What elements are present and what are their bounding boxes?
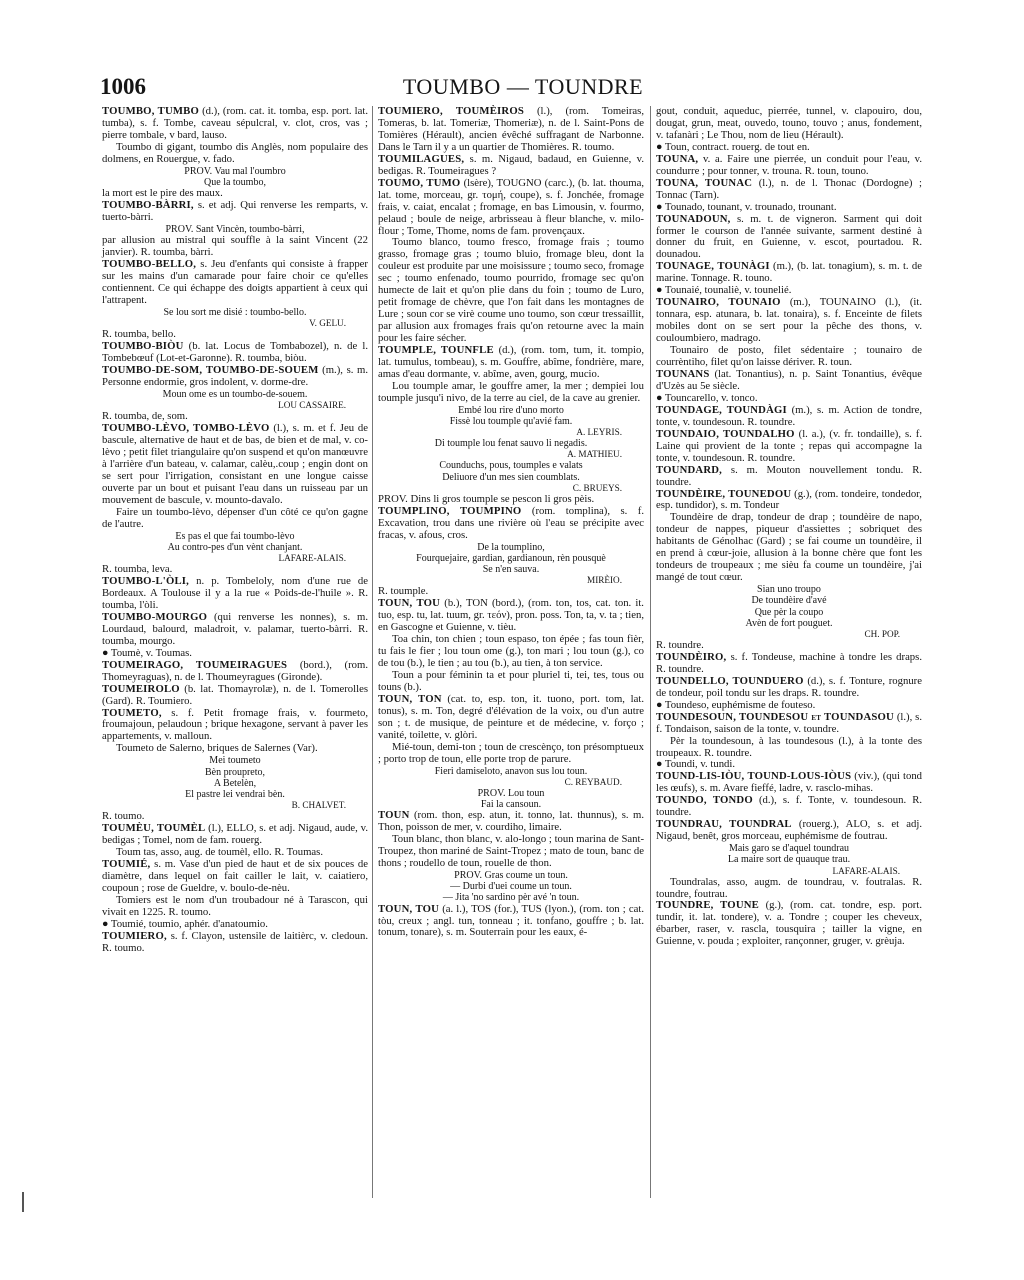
dictionary-entry <box>656 465 922 489</box>
entry-headword: TOUMO, TUMO <box>378 176 461 189</box>
verse-quote: Mais garo se d'aquel toundrau La maire sort de quauque trau. <box>727 843 851 866</box>
verse-quote: PROV. Vau mal l'oumbro Que la toumbo, <box>184 165 286 188</box>
entry-definition: s. m. Vase d'un pied de haut et de six pouces de diamètre, dans lequel on fait cailler le lait, v. caiatiero, coupoun ; rose de Gueldre, v. boulo-de-nèu. <box>102 857 368 894</box>
dictionary-entry <box>656 652 922 676</box>
entry-headword: TOUND-LIS-IÒU, TOUND-LOUS-IÒUS <box>656 770 852 783</box>
text-line: ● Tounado, tounant, v. trounado, trounant. <box>656 200 837 213</box>
example-paragraph: Tomiers est le nom d'un troubadour né à Tarascon, qui vivait en 1225. R. toumo. <box>102 893 368 918</box>
column-left <box>102 106 368 955</box>
quote-attribution: C. REYBAUD. <box>564 776 622 787</box>
example-paragraph: Toumeto de Salerno, briques de Salernes (Var). <box>116 742 318 755</box>
text-line: R. toumo. <box>102 810 145 823</box>
example-paragraph: Tounairo de posto, filet sédentaire ; tounairo de courrèntiho, filet qu'on laisse dériver. R. toun. <box>656 344 922 369</box>
entry-definition: s. m. Mouton nouvellement tondu. R. toundre. <box>656 463 922 488</box>
entry-headword: TOUNAGE, TOUNÀGI <box>656 260 770 273</box>
quote-attribution: CH. POP. <box>864 628 900 639</box>
entry-definition: (m.), TOUNAINO (l.), (it. tonnara, esp. atunara, b. lat. tonaira), s. f. Enceinte de filets mobiles dont on se sert pour la pêche des thons, v. couloumbiero, madrago. <box>656 296 922 345</box>
dictionary-entry <box>378 154 644 178</box>
text-line: par allusion au mistral qui souffle à la saint Vincent (22 janvier). R. toumba, bàrri. <box>102 234 368 259</box>
example-paragraph: Toa chin, ton chien ; toun espaso, ton épée ; fas toun fièr, tu fais le fier ; lou toun ome (g.), ton mari ; lou toun (g.), co de tou (b.), le tien ; au tou (b.), au tien, à ton service. <box>378 633 644 669</box>
dictionary-entry <box>102 708 368 744</box>
dictionary-entry <box>378 345 644 381</box>
entry-definition: v. a. Faire une pierrée, un conduit pour l'eau, v. coundurre ; pour tonner, v. trouna. R. toun, touno. <box>656 152 922 177</box>
dictionary-entry <box>102 660 368 684</box>
entry-headword: TOUN, TOU <box>378 902 440 915</box>
entry-definition: (m.), s. m. Action de tondre, tonte, v. toundesoun. R. toundre. <box>656 403 923 428</box>
dictionary-entry <box>102 365 368 389</box>
entry-headword: TOUN, TON <box>378 692 442 705</box>
dictionary-entry <box>102 200 368 224</box>
entry-definition: (l.), s. m. et f. Jeu de bascule, alternative de haut et de bas, de bien et de mal, v. co-lèvo ; petit filet triangulaire qu'on suspend et qu'on manœuvre à l'arrière d'un bateau, v. calamar, calèu,.coup ; engin dont on se sert pour l'irrigation, consistant en une longue caisse ouverte par un bout et puisant l'eau dans un ruisseau par un mouvement de bascule, v. mounto-davalo. <box>102 422 368 506</box>
verse-quote: Se lou sort me disié : toumbo-bello. <box>163 306 307 318</box>
example-paragraph: Lou toumple amar, le gouffre amer, la mer ; dempiei lou toumple jusqu'i nivo, de la terre au ciel, de la cave au grenier. <box>378 379 644 404</box>
entry-headword: TOUNDRAU, TOUNDRAL <box>656 818 792 831</box>
entry-definition: (d.), s. f. Tonte, v. toundesoun. R. toundre. <box>656 794 922 819</box>
dictionary-entry <box>102 823 368 847</box>
entry-definition: (d.), (rom. tom, tum, it. tompio, lat. tumulus, tombeau), s. m. Gouffre, abîme, fondrière, mare, amas d'eau dormante, v. abîme, aven, gourg, mucio. <box>378 344 644 380</box>
dictionary-entry <box>656 154 922 178</box>
dictionary-entry <box>378 178 644 238</box>
verse-quote: Es pas el que fai toumbo-lèvo Au contro-pes d'un vènt chanjant. <box>167 530 303 553</box>
text-line: ● Tounaié, tounaliè, v. tounelié. <box>656 284 792 297</box>
entry-headword: TOUNAIRO, TOUNAIO <box>656 296 781 309</box>
entry-definition: (qui renverse les nonnes), s. m. Lourdaud, balourd, maladroit, v. palamar, tuerto-bàrri. R. toumba, mourgo. <box>102 610 368 647</box>
entry-headword: TOUNDÈIRE, TOUNEDOU <box>656 487 792 500</box>
entry-definition: (l.), (rom. Tomeiras, Tomeras, b. lat. Tomeriæ, Thomeriæ), n. de l. Saint-Pons de Tomières (Hérault), ancien évêché suffragant de Narbonne. Dans le Tarn il y a un quartier de Thomières. R. toumo. <box>378 105 644 153</box>
entry-headword: TOUNDO, TONDO <box>656 794 753 807</box>
text-line: gout, conduit, aqueduc, pierrée, tunnel, v. clapouiro, dou, dougat, grun, meat, ouvedo, touno, touvo ; anus, fondement, v. tafanàri ; Le Thou, nom de lieu (Hérault). <box>656 105 922 141</box>
text-line: R. toundre. <box>656 638 704 651</box>
entry-definition: (b. lat. Thomayrolæ), n. de l. Tomerolles (Gard). R. Toumiero. <box>102 682 368 707</box>
dictionary-entry <box>378 506 644 542</box>
entry-headword: TOUNA, TOUNAC <box>656 176 753 189</box>
entry-definition: (m.), (b. lat. tonagium), s. m. t. de marine. Tonnage. R. touno. <box>656 260 922 285</box>
dictionary-entry <box>102 931 368 955</box>
entry-definition: s. m. t. de vigneron. Sarment qui doit former le courson de l'année suivante, sarment destiné à donner du fruit, en Guienne, v. escot, pourtadou. R. dounadou. <box>656 212 922 261</box>
entry-headword: TOUN, TOU <box>378 597 441 610</box>
dictionary-entry <box>102 612 368 648</box>
column-divider <box>650 106 651 1198</box>
entry-headword: TOUNADOUN, <box>656 212 731 225</box>
entry-definition: s. et adj. Qui renverse les remparts, v. tuerto-bàrri. <box>102 199 368 224</box>
entry-headword: TOUMIÉ, <box>102 857 151 870</box>
dictionary-entry <box>656 178 922 202</box>
entry-headword: TOUMIERO, <box>102 929 167 942</box>
text-line: ● Touncarello, v. tonco. <box>656 391 758 404</box>
example-paragraph: Toundralas, asso, augm. de toundrau, v. foutralas. R. toundre, foutrau. <box>656 875 922 900</box>
quote-attribution: V. GELU. <box>309 318 346 329</box>
entry-definition: s. Jeu d'enfants qui consiste à frapper sur les mains d'un camarade pour faire choir ce qu'elles contiennent. Ce qui échappe des doigts appartient à ceux qui l'attrapent. <box>102 258 368 306</box>
entry-definition: (cat. to, esp. ton, it. tuono, port. tom, lat. tonus), s. m. Ton, degré d'élévation de la voix, ou d'un autre son ; t. de musique, de peinture et de médecine, v. forço ; vanité, toilette, v. glòri. <box>378 692 644 741</box>
entry-definition: (l.), ELLO, s. et adj. Nigaud, aude, v. bedigas ; Tomel, nom de fam. rouerg. <box>102 822 368 847</box>
verse-quote: PROV. Gras coume un toun. — Durbi d'uei coume un toun. — Jita 'no sardino pèr avé 'n toun. <box>442 869 580 904</box>
text-line: PROV. Dins li gros toumple se pescon li gros pèis. <box>378 492 595 505</box>
dictionary-entry <box>656 712 922 736</box>
entry-headword: TOUN <box>378 809 410 822</box>
text-line: R. toumple. <box>378 585 429 598</box>
entry-headword: TOUNDESOUN, TOUNDESOU et TOUNDASOU <box>656 710 894 723</box>
example-paragraph: Toundèire de drap, tondeur de drap ; toundèire de napo, tondeur de nappes, piqueur d'assiettes ; sobriquet des habitants de Génolhac (Gard) ; se fai coume un toundèire, il en prend à cœur-joie, allusion à la bonne chère que font les tondeurs de troupeaux ; me sièu fa coume un toundèire, j'ai mangé de tout cœur. <box>656 511 922 584</box>
dictionary-entry <box>378 694 644 742</box>
entry-headword: TOUMPLE, TOUNFLE <box>378 344 494 357</box>
text-line: ● Toun, contract. rouerg. de tout en. <box>656 140 810 153</box>
quote-attribution: MIRÈIO. <box>587 575 622 586</box>
dictionary-entry <box>656 489 922 513</box>
entry-definition: (d.), (rom. cat. it. tomba, esp. port. lat. tumba), s. f. Tombe, caveau sépulcral, v. clot, cros, vas ; pierre tombale, v bard, lauso. <box>102 105 368 141</box>
entry-definition: (rouerg.), ALO, s. et adj. Nigaud, benêt, gros morceau, euphémisme de foutrau. <box>656 818 923 843</box>
quote-attribution: LAFARE-ALAIS. <box>278 553 346 564</box>
text-line: ● Toumié, toumio, aphér. d'anatoumio. <box>102 917 268 930</box>
entry-definition: s. f. Petit fromage frais, v. fourmeto, froumajoun, pelaudoun ; brique hexagone, servant à paver les appartements, v. malloun. <box>102 706 368 743</box>
dictionary-entry <box>656 297 922 345</box>
verse-quote: Sian uno troupo De toundèire d'avé Que pèr la coupo Avèn de fort pouguet. <box>745 584 833 629</box>
quote-attribution: LAFARE-ALAIS. <box>832 865 900 876</box>
entry-headword: TOUMBO-BELLO, <box>102 258 197 271</box>
entry-headword: TOUMBO-L'ÒLI, <box>102 575 190 588</box>
entry-headword: TOUNA, <box>656 152 699 165</box>
verse-quote: Mei toumeto Bèn proupreto, A Betelèn, El pastre lei vendrai bèn. <box>185 755 285 800</box>
entry-headword: TOUMETO, <box>102 706 162 719</box>
entry-definition: s. f. Clayon, ustensile de laitièrc, v. cledoun. R. toumo. <box>102 929 368 954</box>
dictionary-entry <box>656 429 922 465</box>
entry-headword: TOUNDARD, <box>656 463 723 476</box>
entry-headword: TOUMÈU, TOUMÈL <box>102 822 206 835</box>
text-line: R. toumba, leva. <box>102 563 173 576</box>
text-line: ● Toumè, v. Toumas. <box>102 646 192 659</box>
text-line: R. toumba, bello. <box>102 328 176 341</box>
dictionary-entry <box>102 259 368 307</box>
entry-definition: (rom. thon, esp. atun, it. tonno, lat. thunnus), s. m. Thon, poisson de mer, v. courdiho, limaire. <box>378 809 644 834</box>
entry-headword: TOUMEIRAGO, TOUMEIRAGUES <box>102 658 288 671</box>
entry-definition: (viv.), (qui tond les œufs), s. m. Avare fieffé, ladre, v. rasclo-mihas. <box>656 770 923 795</box>
dictionary-entry <box>656 214 922 262</box>
entry-definition: (g.), (rom. tondeire, tondedor, esp. tundidor), s. m. Tondeur <box>656 487 922 512</box>
dictionary-entry <box>102 341 368 365</box>
dictionary-entry <box>378 904 644 940</box>
dictionary-entry <box>102 106 368 142</box>
entry-headword: TOUMBO-LÈVO, TOMBO-LÈVO <box>102 422 270 435</box>
entry-headword: TOUMBO-DE-SOM, TOUMBO-DE-SOUEM <box>102 364 319 377</box>
verse-quote: Di toumple lou fenat sauvo li negadis. <box>434 438 588 450</box>
entry-definition: (d.), s. f. Tonture, rognure de tondeur, poil tondu sur les draps. R. toundre. <box>656 674 922 699</box>
verse-quote: De la toumplino, Fourquejaire, gardian, gardianoun, rèn pousquè Se n'en sauva. <box>416 541 606 576</box>
example-paragraph: Toun a pour féminin ta et pour pluriel ti, tei, tes, tous ou touns (b.). <box>378 668 644 693</box>
dictionary-entry <box>102 423 368 507</box>
example-paragraph: Pèr la toundesoun, à las toundesous (l.), à la tonte des troupeaux. R. toundre. <box>656 734 922 759</box>
text-line: ● Toundi, v. tundi. <box>656 758 736 771</box>
entry-definition: (b. lat. Locus de Tombabozel), n. de l. Tombebœuf (Lot-et-Garonne). R. toumba, biòu. <box>102 340 368 365</box>
running-head: TOUMBO — TOUNDRE <box>402 74 644 99</box>
dictionary-entry <box>378 810 644 834</box>
example-paragraph: Toun blanc, thon blanc, v. alo-longo ; toun marina de Sant-Troupez, thon mariné de Saint-Tropez ; mato de toun, banc de thons ; roudello de toun, rouelle de thon. <box>378 833 644 869</box>
page-number: 1006 <box>100 74 146 99</box>
dictionary-entry <box>656 819 922 843</box>
quote-attribution: A. MATHIEU. <box>567 449 622 460</box>
entry-definition: (g.), (rom. cat. tondre, esp. port. tundir, it. lat. tondere), v. a. Tondre ; couper les cheveux, ébarber, raser, v. rascla, tousquira ; tailler la vigne, en Guienne, v. pouda ; exploiter, rançonner, gruger, v. grèuja. <box>656 899 922 948</box>
dictionary-entry <box>656 676 922 700</box>
entry-headword: TOUMPLINO, TOUMPINO <box>378 504 522 517</box>
text-line: ● Toundeso, euphémisme de fouteso. <box>656 698 816 711</box>
column-divider <box>372 106 373 1198</box>
entry-definition: (l.), s. f. Tondaison, saison de la tonte, v. toundre. <box>656 710 923 735</box>
entry-headword: TOUMBO, TUMBO <box>102 105 200 117</box>
dictionary-entry <box>102 859 368 895</box>
verse-quote: PROV. Lou toun Fai la cansoun. <box>477 787 545 810</box>
entry-headword: TOUMEIROLO <box>102 682 180 695</box>
dictionary-entry <box>656 771 922 795</box>
verse-quote: Embé lou rire d'uno morto Fissè lou toumple qu'avié fam. <box>449 404 573 428</box>
margin-mark <box>22 1192 24 1212</box>
entry-definition: (l.), n. de l. Thonac (Dordogne) ; Tonnac (Tarn). <box>656 176 922 201</box>
entry-headword: TOUMBO-BÀRRI, <box>102 199 194 212</box>
entry-definition: (lsère), TOUGNO (carc.), (b. lat. thouma, lat. tome, morceau, gr. τομή, coupe), s. f. Jonchée, fromage frais, v. caiat, encalat ; fromage, en bas Limousin, v. fourmo, pelaud ; boule de neige, arbrisseau à fleur blanche, v. milo-flour ; Tome, Thome, noms de fam. provençaux. <box>378 176 644 237</box>
verse-quote: PROV. Sant Vincèn, toumbo-bàrri, <box>165 224 305 236</box>
entry-definition: s. f. Tondeuse, machine à tondre les draps. R. toundre. <box>656 650 922 675</box>
entry-headword: TOUMILAGUES, <box>378 152 465 165</box>
text-line: R. toumba, de, som. <box>102 410 188 423</box>
column-middle <box>378 106 644 939</box>
entry-headword: TOUNDAGE, TOUNDÀGI <box>656 403 787 416</box>
dictionary-entry <box>656 369 922 393</box>
verse-quote: Fieri damiseloto, anavon sus lou toun. <box>434 765 588 777</box>
dictionary-entry <box>656 795 922 819</box>
dictionary-entry <box>378 598 644 634</box>
quote-attribution: B. CHALVET. <box>291 800 346 811</box>
dictionary-entry <box>656 405 922 429</box>
entry-headword: TOUMIERO, TOUMÈIROS <box>378 105 524 117</box>
entry-definition: (l. a.), (v. fr. tondaille), s. f. Laine qui provient de la tonte ; repas qui accompagne la tonte, v. toundesoun. R. toundre. <box>656 427 922 464</box>
entry-definition: s. m. Nigaud, badaud, en Guienne, v. bedigas. R. Toumeiragues ? <box>378 152 644 177</box>
entry-definition: (rom. tomplina), s. f. Excavation, trou dans une rivière où l'eau se précipite avec fracas, v. afous, cros. <box>378 504 644 541</box>
example-paragraph: Mié-toun, demi-ton ; toun de crescènço, ton présomptueux ; porto trop de toun, elle porte trop de parure. <box>378 740 644 765</box>
entry-headword: TOUMBO-BIÒU <box>102 340 184 353</box>
quote-attribution: LOU CASSAIRE. <box>278 400 346 411</box>
example-paragraph: Toum tas, asso, aug. de toumèl, ello. R. Toumas. <box>116 845 323 858</box>
column-right <box>656 106 922 948</box>
entry-definition: (m.), s. m. Personne endormie, gros indolent, v. dorme-dre. <box>102 364 369 388</box>
example-paragraph: Faire un toumbo-lèvo, dépenser d'un côté ce qu'on gagne de l'autre. <box>102 505 368 530</box>
example-paragraph: Toumbo di gigant, toumbo dis Anglès, nom populaire des dolmens, en Rouergue, v. fado. <box>102 140 368 165</box>
dictionary-entry <box>656 900 922 948</box>
dictionary-entry <box>102 576 368 612</box>
entry-headword: TOUNDRE, TOUNE <box>656 899 759 912</box>
entry-headword: TOUNDÈIRO, <box>656 650 727 663</box>
entry-definition: n. p. Tombeloly, nom d'une rue de Bordeaux. A Toulouse il y a la rue « Poids-de-l'huile ». R. toumba, l'òli. <box>102 575 368 611</box>
text-line: la mort est le pire des maux. <box>102 187 223 200</box>
entry-headword: TOUMBO-MOURGO <box>102 610 208 623</box>
entry-headword: TOUNDAIO, TOUNDALHO <box>656 427 795 440</box>
entry-definition: (lat. Tonantius), n. p. Saint Tonantius, évêque d'Uzès au 5e siècle. <box>656 367 922 392</box>
entry-headword: TOUNDELLO, TOUNDUERO <box>656 674 804 687</box>
page-header <box>100 74 946 102</box>
dictionary-entry <box>102 684 368 708</box>
entry-headword: TOUNANS <box>656 367 710 380</box>
entry-definition: (bord.), (rom. Thomeyraguas), n. de l. Thoumeyragues (Gironde). <box>102 658 368 683</box>
verse-quote: Moun ome es un toumbo-de-souem. <box>162 388 308 400</box>
entry-definition: (b.), TON (bord.), (rom. ton, tos, cat. ton. it. tuo, esp. tu, lat. tuum, gr. τεόν), pron. poss. Ton, ta, v. ta ; tien, en Gascogne et Guienne, v. tièu. <box>378 597 644 634</box>
example-paragraph: Toumo blanco, toumo fresco, fromage frais ; toumo grasso, fromage gras ; toumo bluio, fromage bleu, dont la couleur est produite par une moisissure ; toumo seco, fromage sec ; toumo enfenado, toumo pourrido, fromage sec qu'on humecte de lait et qu'on plie dans du foin ; toumo de Luro, petit fromage de chèvre, que l'on fait dans les montagnes de Lure ; soun cor se virè coume uno toumo, son cœur tressaillit, par allusion aux fromages frais qu'on retourne avec la main pour les faire sécher. <box>378 236 644 345</box>
entry-definition: (a. l.), TOS (for.), TUS (lyon.), (rom. ton ; cat. tòu, creux ; angl. tun, tonneau ; it. tonfano, gouffre ; b. lat. tonum, tonare), s. m. Souterrain pour les eaux, é- <box>378 902 644 939</box>
quote-attribution: A. LEYRIS. <box>576 427 622 438</box>
verse-quote: Counduchs, pous, toumples e valats Deliuore d'un mes sien coumblats. <box>439 460 583 483</box>
quote-attribution: C. BRUEYS. <box>572 482 622 493</box>
dictionary-entry <box>378 106 644 154</box>
dictionary-entry <box>656 261 922 285</box>
